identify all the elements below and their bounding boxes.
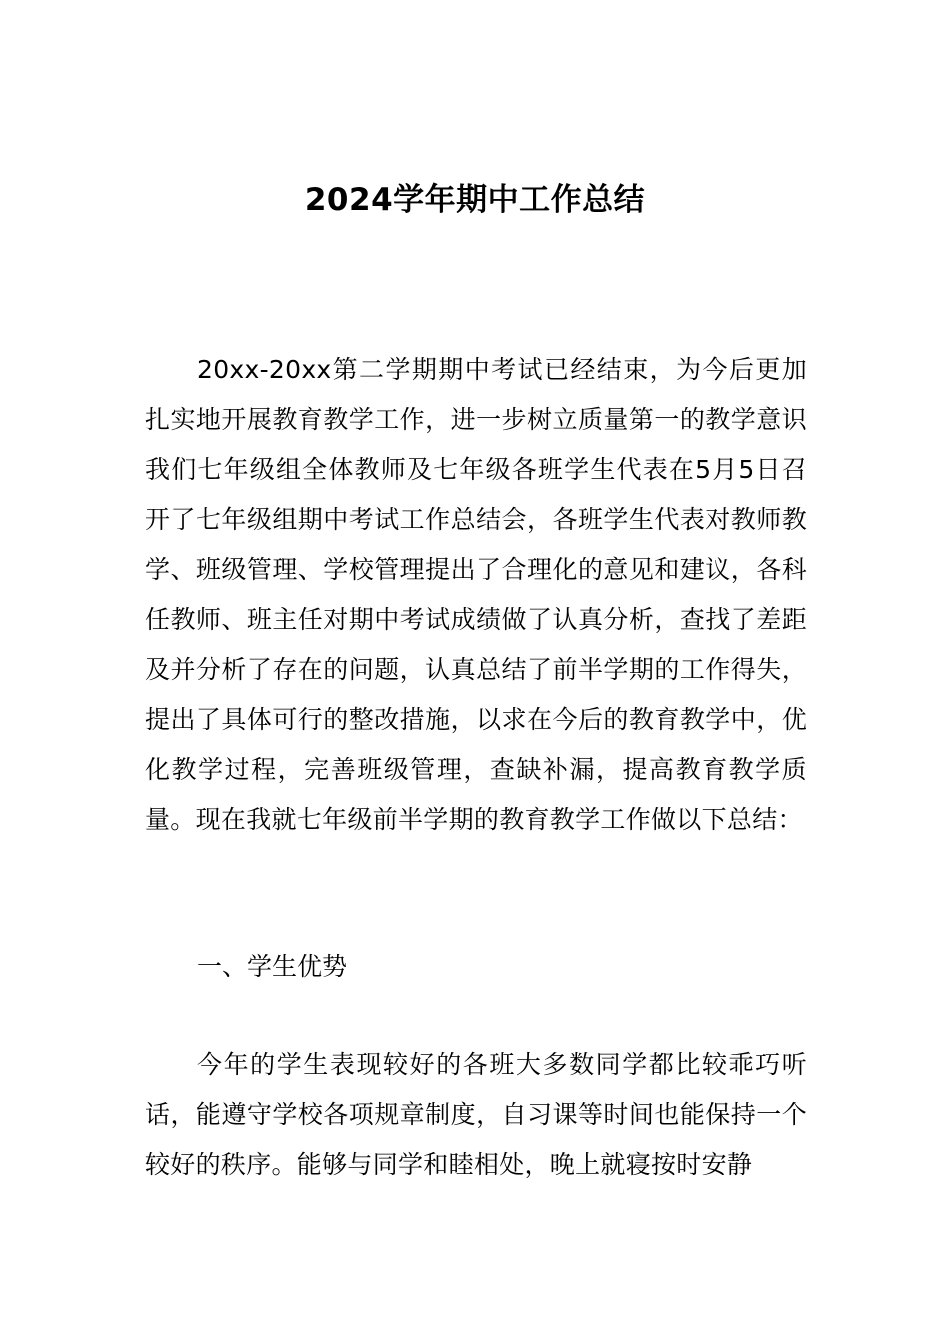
section-paragraph: 今年的学生表现较好的各班大多数同学都比较乖巧听话，能遵守学校各项规章制度，自习课等时间也能保持一个较好的秩序。能够与同学和睦相处，晚上就寝按时安静: [145, 1050, 807, 1179]
document-title: 2024学年期中工作总结: [304, 181, 646, 218]
section-heading: 一、学生优势: [197, 952, 348, 981]
intro-paragraph: 20xx-20xx第二学期期中考试已经结束，为今后更加扎实地开展教育教学工作，进一步树立质量第一的教学意识我们七年级组全体教师及七年级各班学生代表在5月5日召开了七年级组期中考试工作总结会，各班学生代表对教师教学、班级管理、学校管理提出了合理化的意见和建议，各科任教师、班主任对期中考试成绩做了认真分析，查找了差距及并分析了存在的问题，认真总结了前半学期的工作得失，提出了具体可行的整改措施，以求在今后的教育教学中，优化教学过程，完善班级管理，查缺补漏，提高教育教学质量。现在我就七年级前半学期的教育教学工作做以下总结：: [145, 355, 807, 834]
